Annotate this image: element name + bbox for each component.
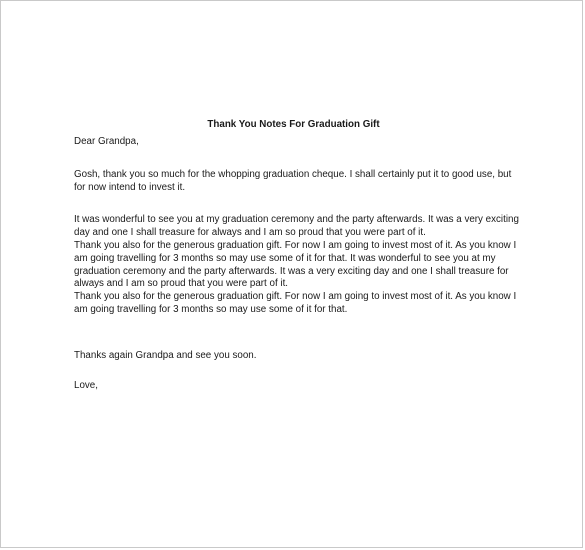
letter-body xyxy=(74,119,519,392)
paragraph-ceremony: It was wonderful to see you at my graduation ceremony and the party afterwards. It was a very exciting day and one I shall treasure for always and I am so proud that you were part of it. xyxy=(74,214,519,239)
signoff: Love, xyxy=(74,379,98,391)
closing-line: Thanks again Grandpa and see you soon. xyxy=(74,349,257,361)
document-title: Thank You Notes For Graduation Gift xyxy=(207,119,380,130)
salutation: Dear Grandpa, xyxy=(74,136,139,147)
paragraph-gratitude: Gosh, thank you so much for the whopping graduation cheque. I shall certainly put it to good use, but for now intend to invest it. xyxy=(74,168,512,193)
paragraph-gift-extended: Thank you also for the generous graduation gift. For now I am going to invest most of it. As you know I am going travelling for 3 months so may use some of it for that. It was wonderful to see you at my graduation ceremony and the party afterwards. It was a very exciting day and one I shall treasure for always and I am so proud that you were part of it. xyxy=(74,239,517,290)
paragraph-gift: Thank you also for the generous graduation gift. For now I am going to invest most of it. As you know I am going travelling for 3 months so may use some of it for that. xyxy=(74,291,517,315)
